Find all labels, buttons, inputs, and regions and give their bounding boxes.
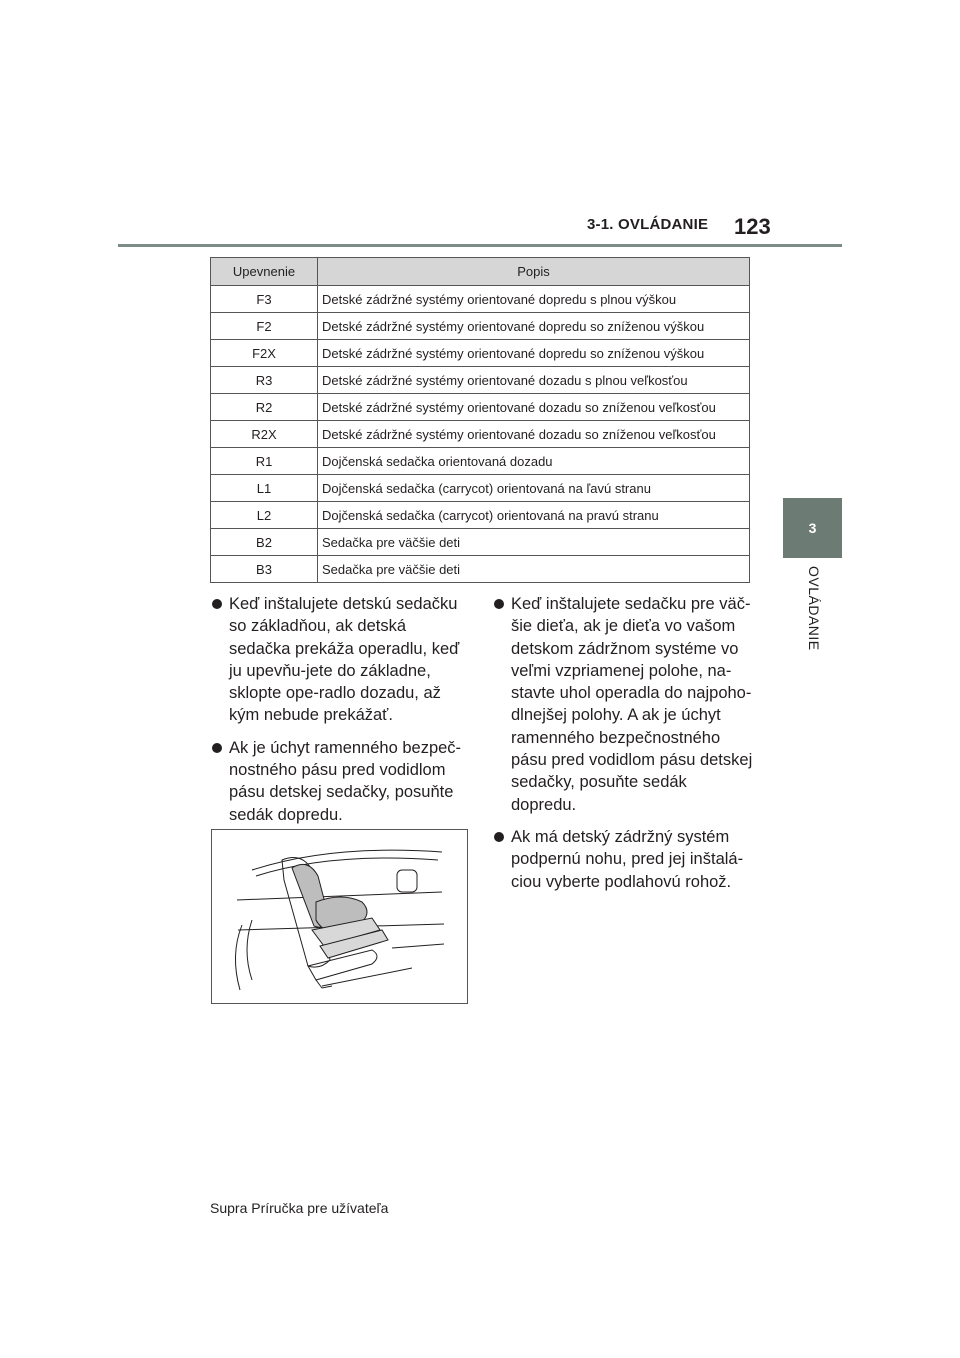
fixture-code: L1	[211, 475, 318, 502]
fixture-description: Detské zádržné systémy orientované dopredu so zníženou výškou	[318, 313, 750, 340]
fixture-code: R3	[211, 367, 318, 394]
fixture-description: Sedačka pre väčšie deti	[318, 556, 750, 583]
page-number: 123	[734, 214, 771, 239]
chapter-title: OVLÁDANIE	[806, 566, 822, 651]
fixture-code: L2	[211, 502, 318, 529]
fixture-code: F3	[211, 286, 318, 313]
bullet-icon	[212, 599, 222, 609]
fixture-description: Detské zádržné systémy orientované dozadu so zníženou veľkosťou	[318, 421, 750, 448]
bullet-text: Keď inštalujete sedačku pre väč-šie dieťa, ak je dieťa vo vašom detskom zádržnom systéme vo veľmi vzpriamenej polohe, na-stavte uhol operadla do najpoho-dlnejšej polohy. A ak je úchyt ramenného bezpečnostného pásu pred vodidlom pásu detskej sedačky, posuňte sedák dopredu.	[511, 595, 753, 814]
fixture-code: B3	[211, 556, 318, 583]
section-title: 3-1. OVLÁDANIE	[587, 216, 709, 233]
table-row	[211, 286, 750, 313]
fixture-description: Dojčenská sedačka orientovaná dozadu	[318, 448, 750, 475]
table-header-cell: Popis	[318, 258, 750, 286]
fixture-code: R2	[211, 394, 318, 421]
right-text-column	[494, 593, 756, 903]
bullet-icon	[494, 599, 504, 609]
bullet-icon	[494, 832, 504, 842]
table-row	[211, 556, 750, 583]
table-row	[211, 340, 750, 367]
child-seat-illustration	[211, 829, 468, 1004]
table-row	[211, 475, 750, 502]
child-seat-drawing	[212, 830, 467, 1003]
table-row	[211, 502, 750, 529]
table-row	[211, 313, 750, 340]
fixture-description: Detské zádržné systémy orientované dozadu s plnou veľkosťou	[318, 367, 750, 394]
bullet-text: Ak má detský zádržný systém podpernú nohu, pred jej inštalá-ciou vyberte podlahovú rohož.	[511, 827, 744, 891]
fixture-code: B2	[211, 529, 318, 556]
fixture-description: Detské zádržné systémy orientované dopredu so zníženou výškou	[318, 340, 750, 367]
fixture-description: Dojčenská sedačka (carrycot) orientovaná na ľavú stranu	[318, 475, 750, 502]
table-row	[211, 394, 750, 421]
table-row	[211, 367, 750, 394]
fixture-description: Dojčenská sedačka (carrycot) orientovaná na pravú stranu	[318, 502, 750, 529]
fixture-description: Detské zádržné systémy orientované dozadu so zníženou veľkosťou	[318, 394, 750, 421]
fixture-code: F2X	[211, 340, 318, 367]
fixture-table	[210, 257, 750, 583]
table-row	[211, 421, 750, 448]
table-header-cell: Upevnenie	[211, 258, 318, 286]
bullet-icon	[212, 743, 222, 753]
fixture-description: Sedačka pre väčšie deti	[318, 529, 750, 556]
fixture-code: R1	[211, 448, 318, 475]
list-item	[212, 737, 472, 826]
fixture-code: F2	[211, 313, 318, 340]
table-row	[211, 529, 750, 556]
footer-title: Supra Príručka pre užívateľa	[210, 1200, 389, 1216]
list-item	[212, 593, 472, 727]
chapter-number: 3	[808, 520, 817, 536]
bullet-text: Ak je úchyt ramenného bezpeč-nostného pásu pred vodidlom pásu detskej sedačky, posuňte sedák dopredu.	[229, 738, 462, 824]
header-divider	[118, 244, 842, 247]
chapter-tab	[783, 498, 842, 558]
fixture-description: Detské zádržné systémy orientované dopredu s plnou výškou	[318, 286, 750, 313]
list-item	[494, 826, 756, 893]
table-header-row	[211, 258, 750, 286]
fixture-code: R2X	[211, 421, 318, 448]
bullet-text: Keď inštalujete detskú sedačku so základňou, ak detská sedačka prekáža operadlu, keď ju upevňu-jete do základne, sklopte ope-radlo dozadu, až kým nebude prekážať.	[229, 595, 460, 725]
left-text-column	[212, 593, 472, 836]
table-row	[211, 448, 750, 475]
list-item	[494, 593, 756, 816]
